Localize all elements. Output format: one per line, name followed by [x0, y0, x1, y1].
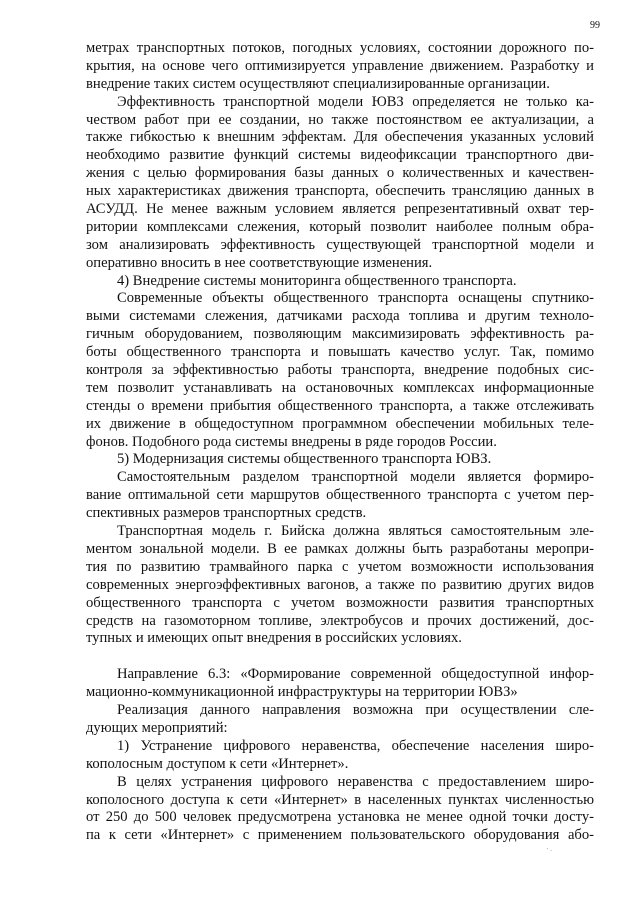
text-line: кополосным доступом к сети «Интернет». — [86, 755, 349, 772]
text-line: стенды о времени прибытия общественного транспорта, а также отслеживать — [86, 397, 594, 414]
text-line: чеством работ при ее создании, но также постоянством ее актуализации, а — [86, 111, 594, 128]
text-line: В целях устранения цифрового неравенства с предоставлением широ- — [117, 773, 594, 790]
text-line: Современные объекты общественного транспорта оснащены спутнико- — [117, 290, 594, 307]
text-line: спективных размеров транспортных средств. — [86, 505, 367, 522]
paragraph — [86, 94, 594, 273]
text-line: контроля за эффективностью работы транспорта, внедрение подобных сис- — [86, 362, 594, 379]
text-line: крытия, на основе чего оптимизируется управление движением. Разработку и — [86, 57, 594, 74]
paragraph — [86, 451, 594, 469]
text-line: жения с целью формирования базы данных о количественных и качествен- — [86, 165, 594, 182]
text-line: общественного транспорта с учетом возможности развития транспортных — [86, 594, 594, 611]
text-line: тия по развитию трамвайного парка с учетом возможности использования — [86, 558, 594, 575]
text-line: метрах транспортных потоков, погодных условиях, состоянии дорожного по- — [86, 40, 594, 56]
text-line: необходимо развитие функций системы видеофиксации транспортного дви- — [86, 147, 594, 164]
text-line: кополосного доступа к сети «Интернет» в населенных пунктах численностью — [86, 791, 594, 808]
text-line: ритории комплексами слежения, который позволит наиболее полным обра- — [86, 218, 594, 235]
paragraph — [86, 290, 594, 451]
paragraph — [86, 40, 594, 94]
paragraph — [86, 469, 594, 523]
text-line: выми системами слежения, датчиками расхода топлива и другим техноло- — [86, 308, 594, 325]
text-line: Реализация данного направления возможна при осуществлении сле- — [117, 702, 594, 719]
paragraph — [86, 666, 594, 702]
text-line: оперативно вносить в нее соответствующие изменения. — [86, 254, 433, 271]
text-line: тупных и имеющих опыт внедрения в российских условиях. — [86, 630, 462, 647]
text-line: тем позволит устанавливать на остановочных комплексах информационные — [86, 379, 594, 396]
text-line: гичным оборудованием, позволяющим максимизировать эффективность ра- — [86, 326, 594, 343]
paragraph — [86, 702, 594, 738]
text-line: Транспортная модель г. Бийска должна являться самостоятельным эле- — [117, 523, 594, 540]
text-line: вание оптимальной сети маршрутов общественного транспорта с учетом пер- — [86, 487, 594, 504]
text-line: современных энергоэффективных вагонов, а также по развитию других видов — [86, 576, 594, 593]
text-line: их движение в общедоступном программном обеспечении мобильных теле- — [86, 415, 594, 432]
text-line: Направление 6.3: «Формирование современной общедоступной инфор- — [117, 666, 594, 683]
paragraph — [86, 738, 594, 774]
text-line: внедрение таких систем осуществляют специализированные организации. — [86, 75, 550, 92]
text-line: 1) Устранение цифрового неравенства, обеспечение населения широ- — [117, 737, 594, 754]
text-line: АСУДД. Не менее важным условием является репрезентативный охват тер- — [86, 201, 594, 218]
text-line: средств на газомоторном топливе, электробусов и прочих достижений, дос- — [86, 612, 594, 629]
text-line: боты общественного транспорта и повышать качество услуг. Так, помимо — [86, 344, 594, 361]
document-body — [86, 40, 594, 845]
scan-speck: · . — [546, 845, 552, 853]
text-line: 5) Модернизация системы общественного транспорта ЮВЗ. — [117, 451, 492, 468]
text-line: фонов. Подобного рода системы внедрены в ряде городов России. — [86, 433, 497, 450]
paragraph — [86, 523, 594, 648]
page-number: 99 — [590, 20, 600, 31]
text-line: мационно-коммуникационной инфраструктуры на территории ЮВЗ» — [86, 684, 518, 701]
text-line: зом анализировать эффективность существующей транспортной модели и — [86, 236, 594, 253]
text-line: ных характеристиках движения транспорта, обеспечить трансляцию данных в — [86, 183, 594, 200]
paragraph — [86, 774, 594, 846]
text-line: также гибкостью к внешним эффектам. Для обеспечения указанных условий — [86, 129, 594, 146]
paragraph-gap — [86, 648, 594, 666]
text-line: па к сети «Интернет» с применением пользовательского оборудования або- — [86, 827, 594, 844]
paragraph — [86, 273, 594, 291]
text-line: Эффективность транспортной модели ЮВЗ определяется не только ка- — [117, 93, 594, 110]
text-line: Самостоятельным разделом транспортной модели является формиро- — [117, 469, 594, 486]
text-line: от 250 до 500 человек предусмотрена установка не менее одной точки досту- — [86, 809, 594, 826]
text-line: ментом зональной модели. В ее рамках должны быть разработаны меропри- — [86, 540, 594, 557]
text-line: 4) Внедрение системы мониторинга общественного транспорта. — [117, 272, 517, 289]
text-line: дующих мероприятий: — [86, 719, 228, 736]
